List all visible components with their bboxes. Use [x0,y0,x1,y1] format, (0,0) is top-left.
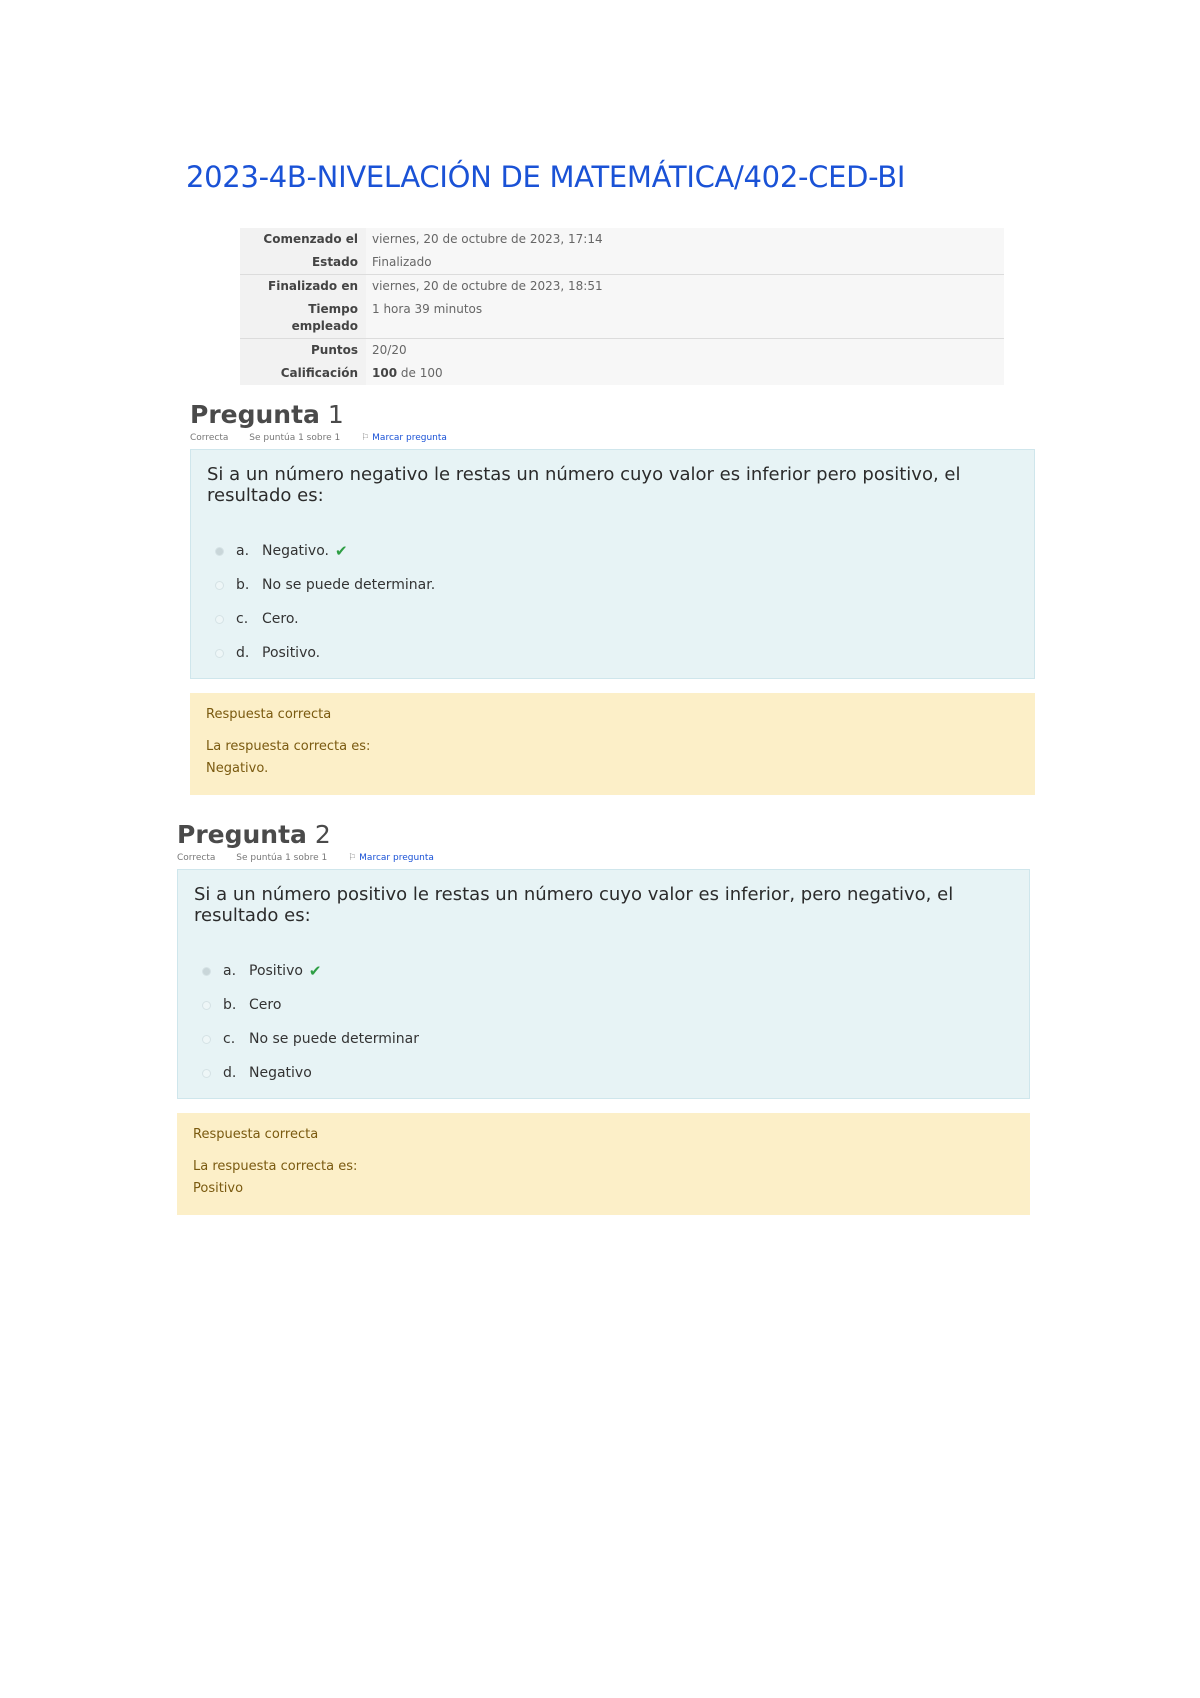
radio-icon[interactable] [215,615,224,624]
radio-icon[interactable] [215,581,224,590]
answer-option-d[interactable] [207,636,1018,670]
check-icon: ✔ [335,542,348,560]
feedback-label: La respuesta correcta es: [206,739,371,754]
answer-text: Cero. [262,611,299,627]
grade-value: 100 [372,366,398,380]
flag-icon: ⚐ [348,853,357,863]
radio-icon[interactable] [202,1035,211,1044]
answer-letter: b. [236,577,250,593]
answer-option-a[interactable] [194,954,1013,988]
question-heading [190,400,1035,429]
answer-text: Cero [249,997,282,1013]
answer-option-b[interactable] [194,988,1013,1022]
answer-text: Positivo [249,963,303,979]
question-number: 1 [327,400,344,429]
feedback-title: Respuesta correcta [206,707,332,722]
question-1 [190,400,1035,795]
question-body [190,449,1035,679]
answer-letter: c. [236,611,249,627]
answer-letter: d. [223,1065,237,1081]
answer-text: No se puede determinar. [262,577,436,593]
summary-label: Puntos [240,339,366,363]
summary-label: Calificación [240,362,366,385]
summary-value [366,362,1004,385]
summary-row-started [240,228,1004,251]
flag-label: Marcar pregunta [359,853,434,863]
summary-row-time [240,298,1004,339]
answer-text: No se puede determinar [249,1031,420,1047]
summary-label: Finalizado en [240,275,366,299]
answer-letter: a. [236,543,250,559]
question-word: Pregunta [190,400,320,429]
answer-letter: a. [223,963,237,979]
summary-value: viernes, 20 de octubre de 2023, 18:51 [366,275,1004,299]
radio-icon[interactable] [215,649,224,658]
attempt-summary-table [240,228,1004,385]
answer-text: Negativo [249,1065,312,1081]
feedback-title: Respuesta correcta [193,1127,319,1142]
radio-icon[interactable] [215,547,224,556]
flag-question-link[interactable] [348,853,452,863]
flag-label: Marcar pregunta [372,433,447,443]
summary-row-finished [240,275,1004,299]
question-number: 2 [314,820,331,849]
summary-label: Comenzado el [240,228,366,251]
question-info [177,853,1030,865]
question-text: Si a un número positivo le restas un número cuyo valor es inferior, pero negativo, el resultado es: [194,884,954,926]
radio-icon[interactable] [202,1069,211,1078]
check-icon: ✔ [308,962,322,980]
answer-text: Positivo. [262,645,321,661]
radio-icon[interactable] [202,1001,211,1010]
answer-letter: c. [223,1031,236,1047]
question-text: Si a un número negativo le restas un número cuyo valor es inferior pero positivo, el resultado es: [207,464,961,506]
question-score: Se puntúa 1 sobre 1 [236,853,328,863]
grade-total: de 100 [397,366,443,380]
summary-label: Estado [240,251,366,275]
summary-value: 20/20 [366,339,1004,363]
question-status: Correcta [177,853,216,863]
feedback-label: La respuesta correcta es: [193,1159,358,1174]
answer-option-c[interactable] [194,1022,1013,1056]
summary-row-points [240,339,1004,363]
question-score: Se puntúa 1 sobre 1 [249,433,341,443]
feedback-answer: Negativo. [206,761,269,776]
answer-option-d[interactable] [194,1056,1013,1090]
answer-option-b[interactable] [207,568,1018,602]
question-heading [177,820,1030,849]
answer-option-a[interactable] [207,534,1018,568]
question-word: Pregunta [177,820,307,849]
question-feedback [190,693,1035,795]
answer-option-c[interactable] [207,602,1018,636]
question-status: Correcta [190,433,229,443]
answer-letter: d. [236,645,250,661]
flag-question-link[interactable] [361,433,465,443]
answer-text: Negativo. [262,543,329,559]
summary-row-state [240,251,1004,275]
summary-row-grade [240,362,1004,385]
answer-letter: b. [223,997,237,1013]
question-info [190,433,1035,445]
summary-label: Tiempo empleado [240,298,366,339]
question-body [177,869,1030,1099]
summary-value: Finalizado [366,251,1004,275]
summary-value: 1 hora 39 minutos [366,298,1004,339]
flag-icon: ⚐ [361,433,370,443]
summary-value: viernes, 20 de octubre de 2023, 17:14 [366,228,1004,251]
radio-icon[interactable] [202,967,211,976]
question-feedback [177,1113,1030,1215]
question-2 [177,820,1030,1215]
page-title: 2023-4B-NIVELACIÓN DE MATEMÁTICA/402-CED-BI [186,160,906,194]
feedback-answer: Positivo [193,1181,244,1196]
